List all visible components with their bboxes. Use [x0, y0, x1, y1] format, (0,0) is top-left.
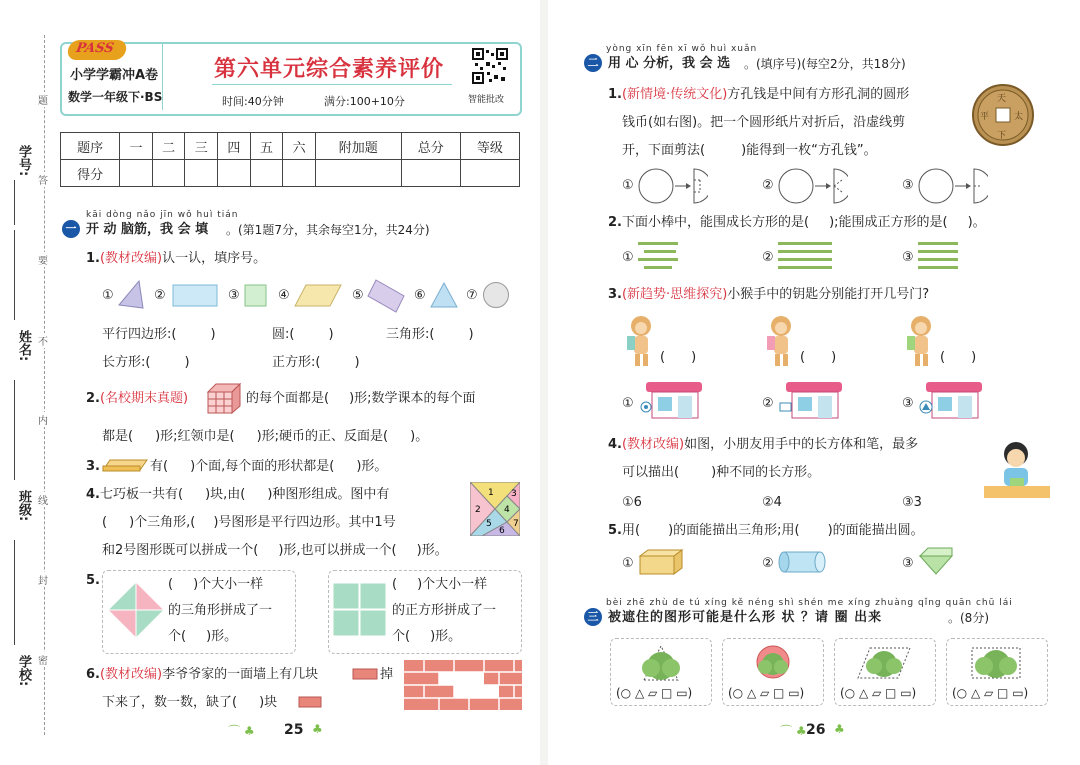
- parallelogram-shape-icon: [294, 284, 342, 308]
- option-marker[interactable]: ②: [762, 250, 774, 265]
- coin-char: 太: [1014, 112, 1024, 122]
- score-input-cell[interactable]: [460, 160, 519, 187]
- option-marker[interactable]: ①: [622, 178, 634, 193]
- tangram-label: 1: [488, 488, 494, 498]
- q5-b-line-3: 个( )形。: [392, 629, 462, 644]
- section-pinyin: kāi dòng nǎo jīn wǒ huì tián: [86, 210, 239, 220]
- cylinder-icon: [778, 548, 828, 576]
- question-4: 4.七巧板一共有( )块,由( )种图形组成。图中有: [86, 487, 390, 502]
- table-cell: 得分: [61, 160, 120, 187]
- section-number-badge: 一: [62, 220, 80, 238]
- table-cell: 三: [185, 133, 218, 160]
- side-char: 题: [38, 92, 48, 107]
- q1-answer-parallelogram: 平行四边形:( ): [102, 327, 216, 342]
- q3-answer-1: ( ): [660, 350, 697, 365]
- qr-label: 智能批改: [468, 95, 505, 105]
- score-table-score-row: [61, 160, 520, 187]
- table-cell: 等级: [460, 133, 519, 160]
- score-input-cell[interactable]: [152, 160, 185, 187]
- q1-answer-triangle: 三角形:( ): [386, 327, 474, 342]
- option-marker[interactable]: ③: [902, 396, 914, 411]
- square-hole-coin-icon: [972, 84, 1034, 146]
- sticks-option-2-icon: [778, 240, 838, 274]
- tangram-label: 7: [513, 519, 519, 529]
- option-marker[interactable]: ②: [762, 396, 774, 411]
- q2-line-2: 都是( )形;红领巾是( )形;硬币的正、反面是( )。: [102, 429, 429, 444]
- monkey-with-key-icon: [904, 314, 938, 368]
- q3-answer-3: ( ): [940, 350, 977, 365]
- option-marker[interactable]: ①: [622, 556, 634, 571]
- score-input-cell[interactable]: [185, 160, 218, 187]
- q6-line-2: 下来了，数一数，缺了( )块: [102, 695, 278, 710]
- q4-line-3: 和2号图形既可以拼成一个( )形,也可以拼成一个( )形。: [102, 543, 448, 558]
- page-title: 第六单元综合素养评价: [214, 57, 445, 82]
- score-table-header-row: [61, 133, 520, 160]
- sprout-icon: ♣: [834, 722, 845, 736]
- table-cell: 五: [250, 133, 283, 160]
- shape-choices[interactable]: (○ △ ▱ □ ▭): [952, 686, 1029, 700]
- pass-logo: PASS: [66, 40, 128, 60]
- question-2: 2.(名校期末真题): [86, 391, 189, 406]
- section-title: 用 心 分析，我 会 选: [608, 56, 731, 71]
- shape-choices[interactable]: (○ △ ▱ □ ▭): [840, 686, 917, 700]
- option-marker[interactable]: ②: [762, 556, 774, 571]
- option-marker: ⑦: [466, 288, 478, 303]
- table-cell: 六: [283, 133, 316, 160]
- sprout-icon: ⌒ ♣: [780, 724, 807, 738]
- option-marker[interactable]: ③: [902, 250, 914, 265]
- question-6: 6.(教材改编)李爷爷家的一面墙上有几块: [86, 667, 319, 682]
- side-label-student-id: 学号:: [16, 145, 31, 177]
- score-input-cell[interactable]: [120, 160, 153, 187]
- binding-line: [44, 35, 45, 735]
- fold-cut-option-2-icon: [778, 167, 848, 205]
- section-note: 。(第1题7分，其余每空1分，共24分): [226, 223, 430, 237]
- side-label-class: 班级:: [16, 490, 31, 522]
- triangles-square-icon: [106, 580, 166, 640]
- option-marker: ③: [228, 288, 240, 303]
- question-3: 3.(新趋势·思维探究)小猴手中的钥匙分别能打开几号门?: [608, 287, 930, 302]
- tangram-label: 3: [511, 489, 517, 499]
- section-title: 被遮住的图形可能是什么形 状 ？请 圈 出来: [608, 610, 883, 625]
- right-page: [548, 0, 1080, 765]
- option-marker[interactable]: ③3: [902, 495, 922, 510]
- question-4: 4.(教材改编)如图，小朋友用手中的长方体和笔，最多: [608, 437, 919, 452]
- section-title: 开 动 脑筋，我 会 填: [86, 222, 209, 237]
- q3-answer-2: ( ): [800, 350, 837, 365]
- option-marker: ②: [154, 288, 166, 303]
- tangram-label: 2: [475, 505, 481, 515]
- score-input-cell[interactable]: [283, 160, 316, 187]
- score-label: 满分:100+10分: [324, 95, 405, 108]
- section-pinyin: yòng xīn fēn xī wǒ huì xuǎn: [606, 44, 758, 54]
- table-cell: 题序: [61, 133, 120, 160]
- monkey-with-key-icon: [624, 314, 658, 368]
- triangle-shape-icon: [430, 282, 458, 308]
- question-5: 5.用( )的面能描出三角形;用( )的面能描出圆。: [608, 523, 924, 538]
- bush-covered-parallelogram-icon: [856, 642, 912, 682]
- shape-choices[interactable]: (○ △ ▱ □ ▭): [728, 686, 805, 700]
- section-number-badge: 二: [584, 54, 602, 72]
- child-drawing-icon: [984, 440, 1050, 504]
- q5-a-line-1: ( )个大小一样: [168, 577, 264, 592]
- side-label-school: 学校:: [16, 655, 31, 687]
- q5-b-line-2: 的正方形拼成了一: [392, 603, 497, 618]
- fold-cut-option-3-icon: [918, 167, 988, 205]
- option-marker: ⑤: [352, 288, 364, 303]
- q1-answer-rectangle: 长方形:( ): [102, 355, 190, 370]
- side-char: 封: [38, 572, 48, 587]
- q6-text-end: 掉: [380, 667, 394, 682]
- q4-line-2: ( )个三角形,( )号图形是平行四边形。其中1号: [102, 515, 396, 530]
- coin-char: 平: [980, 112, 990, 122]
- door-rectangle-icon: [778, 380, 844, 420]
- bush-covered-circle-icon: [748, 642, 798, 682]
- option-marker[interactable]: ②: [762, 178, 774, 193]
- q5-b-line-1: ( )个大小一样: [392, 577, 488, 592]
- score-input-cell[interactable]: [401, 160, 460, 187]
- table-cell: 总分: [401, 133, 460, 160]
- cube-icon: [206, 382, 242, 414]
- question-2: 2.下面小棒中，能围成长方形的是( );能围成正方形的是( )。: [608, 215, 986, 230]
- brick-wall-icon: [404, 660, 522, 710]
- side-blank-line: [14, 540, 15, 645]
- brick-icon: [298, 696, 322, 708]
- side-char: 不: [38, 333, 48, 348]
- table-cell: 二: [152, 133, 185, 160]
- monkey-with-key-icon: [764, 314, 798, 368]
- table-cell: 一: [120, 133, 153, 160]
- tangram-label: 5: [486, 519, 492, 529]
- section-note: 。(填序号)(每空2分，共18分): [744, 57, 906, 71]
- score-input-cell[interactable]: [250, 160, 283, 187]
- tangram-icon: [470, 482, 520, 536]
- table-cell: 附加题: [315, 133, 401, 160]
- grade-label: 数学一年级下·BS: [68, 90, 163, 104]
- door-circle-icon: [638, 380, 704, 420]
- side-char: 要: [38, 252, 48, 267]
- side-char: 答: [38, 172, 48, 187]
- q1-answer-circle: 圆:( ): [272, 327, 334, 342]
- side-char: 密: [38, 652, 48, 667]
- section-pinyin: bèi zhē zhù de tú xíng kě néng shì shén me xíng zhuàng qǐng quān chū lái: [606, 598, 1013, 608]
- q3-text: 有( )个面,每个面的形状都是( )形。: [150, 459, 388, 474]
- side-char: 内: [38, 412, 48, 427]
- option-marker[interactable]: ①6: [622, 495, 642, 510]
- four-squares-icon: [332, 582, 388, 638]
- bush-covered-rectangle-icon: [968, 642, 1024, 682]
- page-number: 26: [806, 722, 826, 738]
- door-triangle-icon: [918, 380, 984, 420]
- q1-answer-square: 正方形:( ): [272, 355, 360, 370]
- section-number-badge: 三: [584, 608, 602, 626]
- tangram-label: 4: [504, 505, 510, 515]
- score-input-cell[interactable]: [218, 160, 251, 187]
- option-marker: ①: [102, 288, 114, 303]
- side-blank-line: [14, 180, 15, 225]
- q5-a-line-2: 的三角形拼成了一: [168, 603, 273, 618]
- coin-char: 下: [997, 131, 1007, 141]
- header-box: [60, 42, 522, 116]
- option-marker[interactable]: ③: [902, 178, 914, 193]
- side-blank-line: [14, 380, 15, 480]
- q5-a-line-3: 个( )形。: [168, 629, 238, 644]
- option-marker: ⑥: [414, 288, 426, 303]
- divider: [162, 44, 163, 110]
- circle-shape-icon: [482, 281, 510, 309]
- fold-cut-option-1-icon: [638, 167, 708, 205]
- time-label: 时间:40分钟: [222, 95, 284, 108]
- coin-char: 天: [997, 94, 1007, 104]
- sticks-option-1-icon: [638, 240, 684, 274]
- question-1: 1.(新情境·传统文化)方孔钱是中间有方形孔洞的圆形: [608, 87, 910, 102]
- option-marker[interactable]: ③: [902, 556, 914, 571]
- series-name: 小学学霸冲A卷: [70, 68, 159, 83]
- side-label-name: 姓名:: [16, 330, 31, 362]
- cuboid-solid-icon: [638, 548, 684, 576]
- sprout-icon: ⌒ ♣: [228, 724, 255, 738]
- option-marker: ④: [278, 288, 290, 303]
- option-marker[interactable]: ①: [622, 396, 634, 411]
- score-table: [60, 132, 520, 187]
- bush-covered-triangle-icon: [636, 642, 686, 682]
- q2-line-1: 的每个面都是( )形;数学课本的每个面: [246, 391, 476, 406]
- square-shape-icon: [244, 284, 268, 308]
- side-char: 线: [38, 492, 48, 507]
- side-blank-line: [14, 230, 15, 320]
- score-input-cell[interactable]: [315, 160, 401, 187]
- question-3: 3.: [86, 459, 100, 474]
- triangular-prism-icon: [918, 546, 954, 576]
- option-marker[interactable]: ②4: [762, 495, 782, 510]
- section-note: 。(8分): [948, 611, 989, 625]
- page-number: 25: [284, 722, 304, 738]
- tilted-rectangle-shape-icon: [366, 278, 406, 314]
- option-marker[interactable]: ①: [622, 250, 634, 265]
- sprout-icon: ♣: [312, 722, 323, 736]
- qr-code-icon[interactable]: [472, 48, 508, 84]
- table-cell: 四: [218, 133, 251, 160]
- tangram-label: 6: [499, 526, 505, 536]
- q4-line-2: 可以描出( )种不同的长方形。: [622, 465, 821, 480]
- shape-choices[interactable]: (○ △ ▱ □ ▭): [616, 686, 693, 700]
- triangle-shape-icon: [117, 279, 145, 311]
- q1-line-2: 钱币(如右图)。把一个圆形纸片对折后，沿虚线剪: [622, 115, 906, 130]
- divider: [212, 84, 452, 85]
- q1-line-3: 开，下面剪法( )能得到一枚“方孔钱”。: [622, 143, 877, 158]
- question-5: 5.: [86, 573, 100, 588]
- cuboid-icon: [102, 456, 148, 472]
- brick-icon: [352, 668, 378, 680]
- rectangle-shape-icon: [172, 284, 218, 308]
- sticks-option-3-icon: [918, 240, 968, 274]
- question-1: 1.(教材改编)认一认，填序号。: [86, 251, 267, 266]
